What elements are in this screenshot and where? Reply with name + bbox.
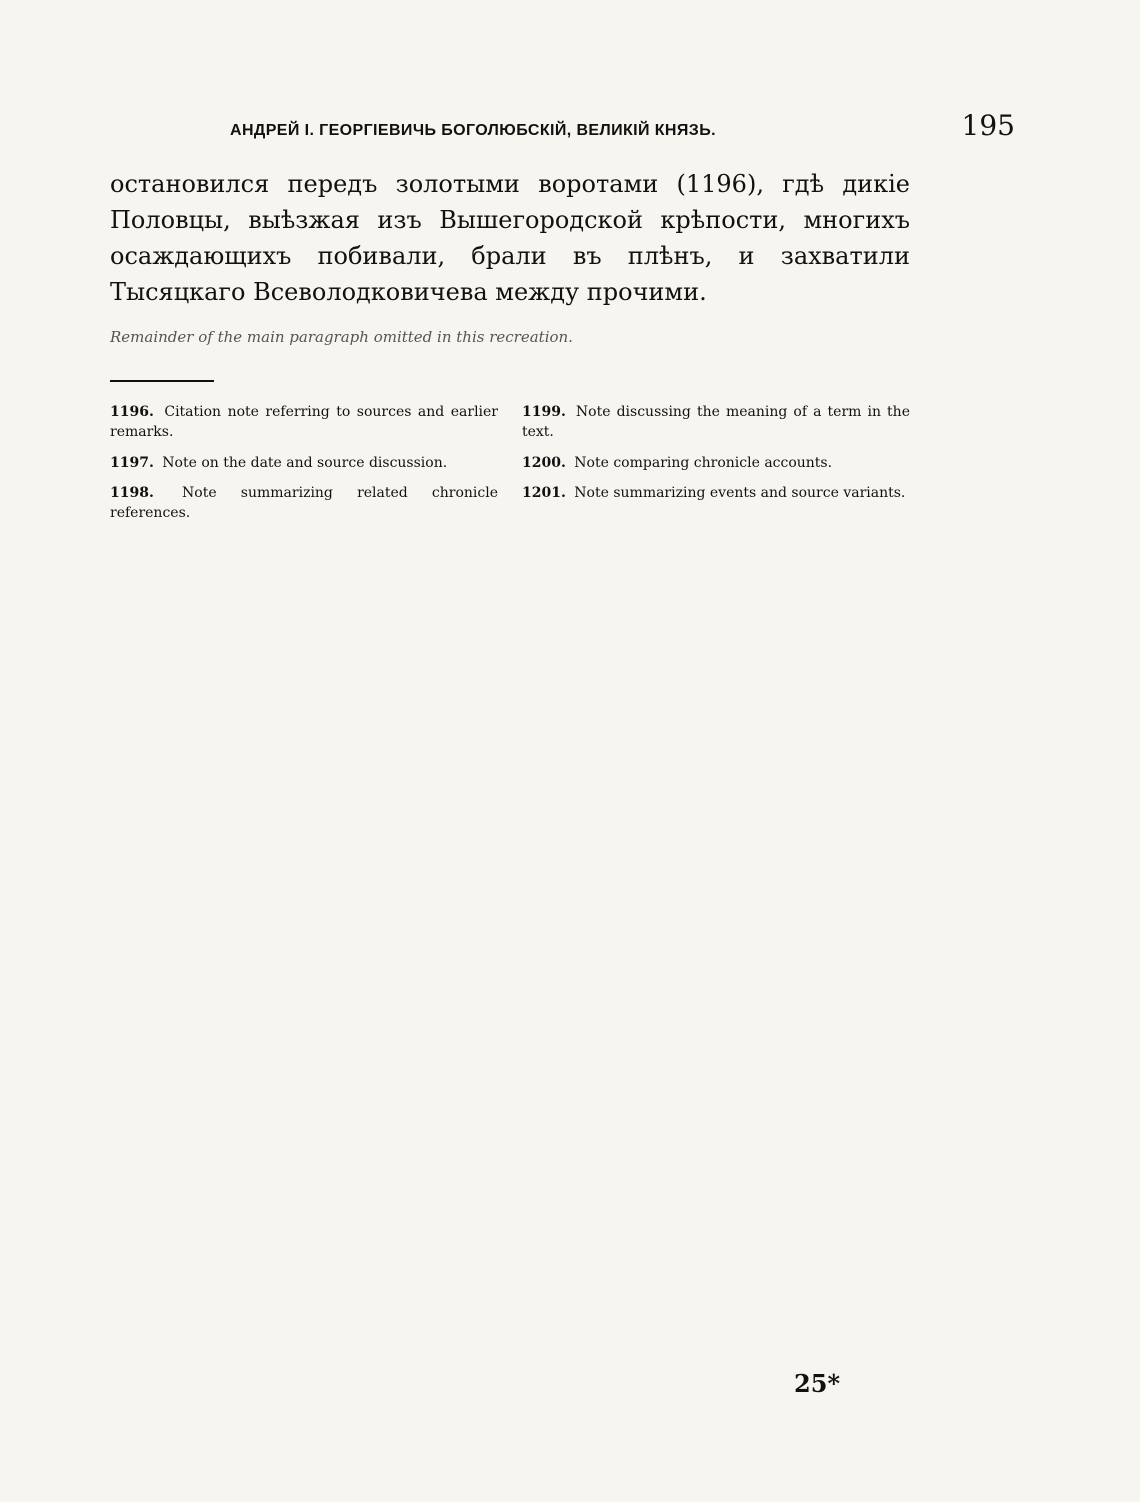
note-label: 1196. (110, 404, 154, 420)
note-1201 (522, 483, 910, 503)
footnote-separator (110, 380, 214, 382)
right-notes-column (522, 402, 910, 523)
note-summary: Note summarizing events and source variants. (574, 484, 906, 501)
note-label: 1199. (522, 404, 566, 420)
note-summary: Note summarizing related chronicle references. (110, 484, 499, 522)
note-summary: Note on the date and source discussion. (162, 454, 448, 471)
note-1198 (110, 483, 498, 524)
note-label: 1198. (110, 484, 154, 501)
note-1199 (522, 402, 910, 443)
left-notes-column (110, 402, 498, 523)
page-number: 195 (961, 109, 1015, 142)
note-summary: Note discussing the meaning of a term in the text. (522, 404, 910, 441)
note-label: 1200. (522, 454, 566, 471)
signature-mark: 25* (794, 1369, 840, 1398)
note-1197 (110, 453, 498, 473)
running-title: АНДРЕЙ I. ГЕОРГІЕВИЧЬ БОГОЛЮБСКІЙ, ВЕЛИКІЙ КНЯЗЬ. (230, 122, 716, 139)
footnotes (110, 402, 910, 523)
note-1196 (110, 402, 498, 443)
note-summary: Citation note referring to sources and earlier remarks. (110, 404, 499, 441)
main-excerpt: остановился передъ золотыми воротами (1196), гдѣ дикіе Половцы, выѣзжая изъ Вышегородской крѣпости, многихъ осаждающихъ побивали, брали въ плѣнъ, и захватили Тысяцкаго Всеволодковичева между прочими. (110, 170, 910, 306)
main-body (110, 166, 910, 310)
running-header (110, 109, 1015, 142)
note-summary: Note comparing chronicle accounts. (574, 454, 833, 471)
note-1200 (522, 453, 910, 473)
excerpt-note: Remainder of the main paragraph omitted in this recreation. (110, 328, 573, 346)
note-label: 1197. (110, 454, 154, 471)
note-label: 1201. (522, 484, 566, 501)
